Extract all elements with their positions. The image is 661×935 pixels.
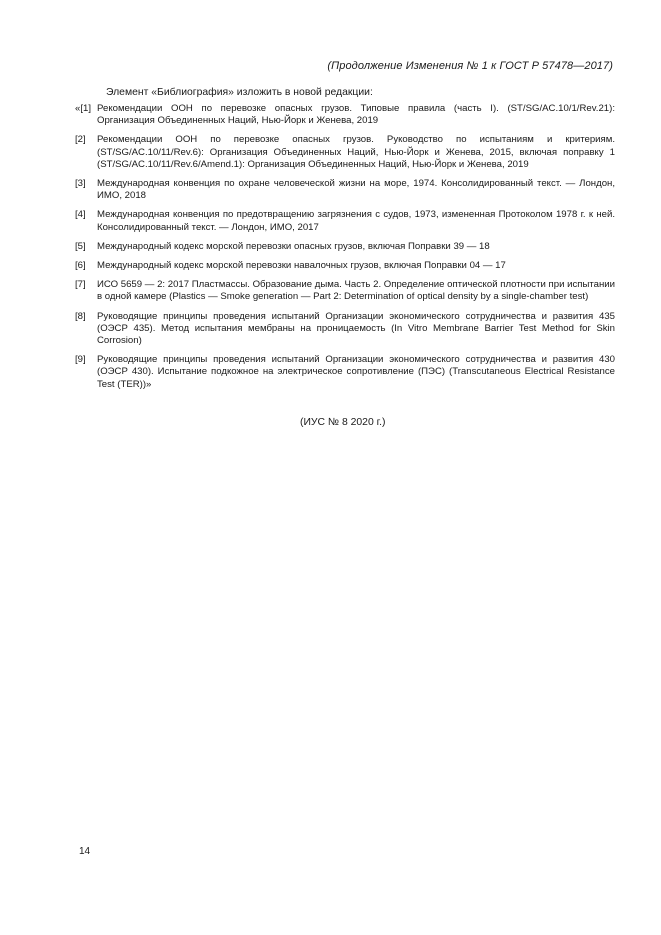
entry-text: Международная конвенция по предотвращению загрязнения с судов, 1973, измененная Протоколом 1978 г. к ней. Консолидированный текст. — Лондон, ИМО, 2017 [97, 209, 615, 233]
entry-number: [6] [75, 260, 86, 272]
entry-number: [9] [75, 354, 86, 366]
entry-text: Рекомендации ООН по перевозке опасных грузов. Руководство по испытаниям и критериям. (ST/SG/AC.10/11/Rev.6): Организация Объединенных Наций, Нью-Йорк и Женева, 2015, включая поправку 1 (ST/SG/AC.10/11/Rev.6/Amend.1): Организация Объединенных Наций, Нью-Йорк и Женева, 2019 [97, 134, 615, 170]
bibliography-entry [75, 103, 615, 127]
ius-reference: (ИУС № 8 2020 г.) [300, 417, 386, 428]
entry-number: [8] [75, 310, 86, 322]
bibliography-entry [75, 209, 615, 233]
intro-text: Элемент «Библиография» изложить в новой редакции: [106, 87, 373, 98]
entry-text: Международный кодекс морской перевозки навалочных грузов, включая Поправки 04 — 17 [97, 260, 506, 272]
bibliography-entry [75, 311, 615, 348]
entry-number: [7] [75, 279, 86, 291]
bibliography-entry [75, 241, 615, 253]
entry-text: Руководящие принципы проведения испытаний Организации экономического сотрудничества и развития 430 (ОЭСР 430). Испытание подкожное на электрическое сопротивление (ПЭС) (Transcutaneous Electrical Resistance Test (TER))» [97, 354, 615, 390]
bibliography-entry [75, 134, 615, 171]
bibliography-entry [75, 178, 615, 202]
entry-text: Международная конвенция по охране человеческой жизни на море, 1974. Консолидированный текст. — Лондон, ИМО, 2018 [97, 178, 615, 202]
entry-number: [4] [75, 209, 86, 221]
entry-number: [5] [75, 240, 86, 252]
page-number: 14 [79, 846, 91, 857]
bibliography-entry [75, 354, 615, 391]
entry-text: Руководящие принципы проведения испытаний Организации экономического сотрудничества и развития 435 (ОЭСР 435). Метод испытания мембраны на проницаемость (In Vitro Membrane Barrier Test Method for Skin Corrosion) [97, 310, 615, 347]
entry-number: [2] [75, 134, 86, 146]
entry-text: Рекомендации ООН по перевозке опасных грузов. Типовые правила (часть I). (ST/SG/AC.10/1/Rev.21): Организация Объединенных Наций, Нью-Йорк и Женева, 2019 [97, 103, 615, 127]
entry-text: ИСО 5659 — 2: 2017 Пластмассы. Образование дыма. Часть 2. Определение оптической плотности при испытании в одной камере (Plastics — Smoke generation — Part 2: Determination of optical density by a single-chamber test) [97, 279, 615, 303]
bibliography-entry [75, 279, 615, 303]
bibliography-entry [75, 260, 615, 272]
continuation-header: (Продолжение Изменения № 1 к ГОСТ Р 57478—2017) [327, 60, 613, 72]
entry-number: [3] [75, 178, 86, 190]
entry-text: Международный кодекс морской перевозки опасных грузов, включая Поправки 39 — 18 [97, 240, 490, 252]
entry-number: «[1] [75, 103, 92, 114]
bibliography-list [75, 103, 615, 398]
